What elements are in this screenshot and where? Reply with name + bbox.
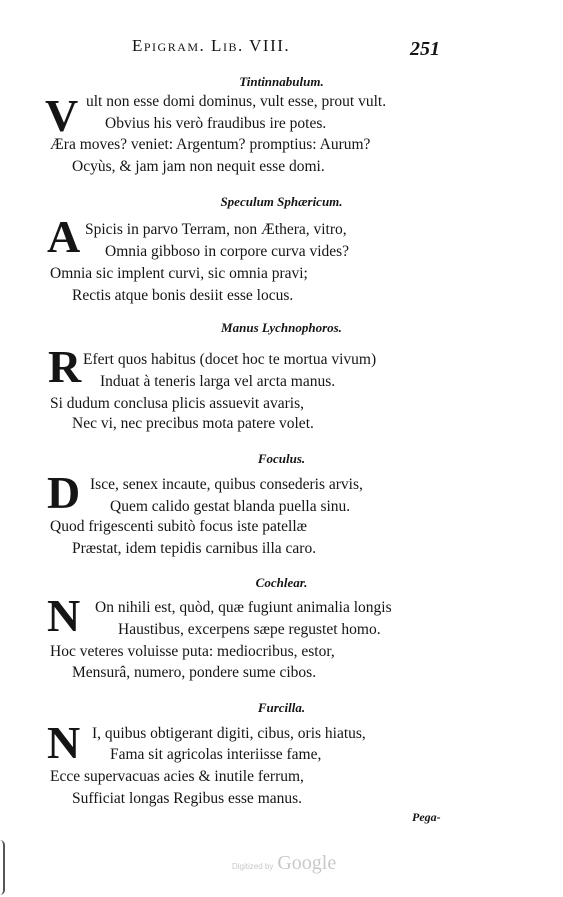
catchword: Pega- [412,810,441,824]
verse-line: Induat à teneris larga vel arcta manus. [100,373,336,390]
drop-capital: N [47,590,81,641]
epigram-title: Tintinnabulum. [239,74,324,89]
digitization-watermark [232,852,336,875]
epigram-title: Manus Lychnophoros. [221,320,342,335]
verse-line: Omnia gibboso in corpore curva vides? [105,243,350,260]
verse-line: Præstat, idem tepidis carnibus illa caro. [72,540,317,557]
verse-line: I, quibus obtigerant digiti, cibus, oris hiatus, [92,725,366,742]
watermark-small-text: Digitized by [232,862,274,871]
verse-line: Nec vi, nec precibus mota patere volet. [72,415,314,432]
verse-line: Ecce supervacuas acies & inutile ferrum, [50,768,304,785]
drop-capital: R [48,341,82,392]
verse-line: Isce, senex incaute, quibus consederis arvis, [90,476,363,493]
verse-line: Fama sit agricolas interiisse fame, [110,746,322,763]
verse-line: On nihili est, quòd, quæ fugiunt animalia longis [95,599,392,616]
verse-line: Spicis in parvo Terram, non Æthera, vitro, [85,221,347,238]
epigram-title: Foculus. [257,451,306,466]
verse-line: Hoc veteres voluisse puta: mediocribus, estor, [50,643,335,660]
verse-line: Efert quos habitus (docet hoc te mortua vivum) [83,351,377,368]
binding-edge-mark [0,840,5,895]
verse-line: ult non esse domi dominus, vult esse, prout vult. [86,93,387,110]
verse-line: Si dudum conclusa plicis assuevit avaris, [50,395,304,412]
running-header: Epigram. Lib. VIII. [132,36,291,55]
epigram-title: Speculum Sphæricum. [220,194,343,209]
verse-line: Obvius his verò fraudibus ire potes. [105,115,327,132]
verse-line: Omnia sic implent curvi, sic omnia pravi; [50,265,308,282]
verse-line: Haustibus, excerpens sæpe regustet homo. [118,621,381,638]
drop-capital: N [47,717,81,768]
page-number: 251 [410,38,440,60]
drop-capital: A [47,211,81,262]
drop-capital: D [47,467,81,518]
verse-line: Quem calido gestat blanda puella sinu. [110,498,351,515]
watermark-logo-text: Google [277,852,337,874]
verse-line: Ocyùs, & jam jam non nequit esse domi. [72,158,325,175]
verse-line: Æra moves? veniet: Argentum? promptius: Aurum? [50,136,371,153]
epigram-title: Cochlear. [255,575,308,590]
verse-line: Mensurâ, numero, pondere sume cibos. [72,664,317,681]
verse-line: Rectis atque bonis desiit esse locus. [72,287,294,304]
drop-capital: V [45,90,79,141]
verse-line: Quod frigescenti subitò focus iste patellæ [50,518,307,535]
verse-line: Sufficiat longas Regibus esse manus. [72,790,303,807]
epigram-title: Furcilla. [257,700,306,715]
